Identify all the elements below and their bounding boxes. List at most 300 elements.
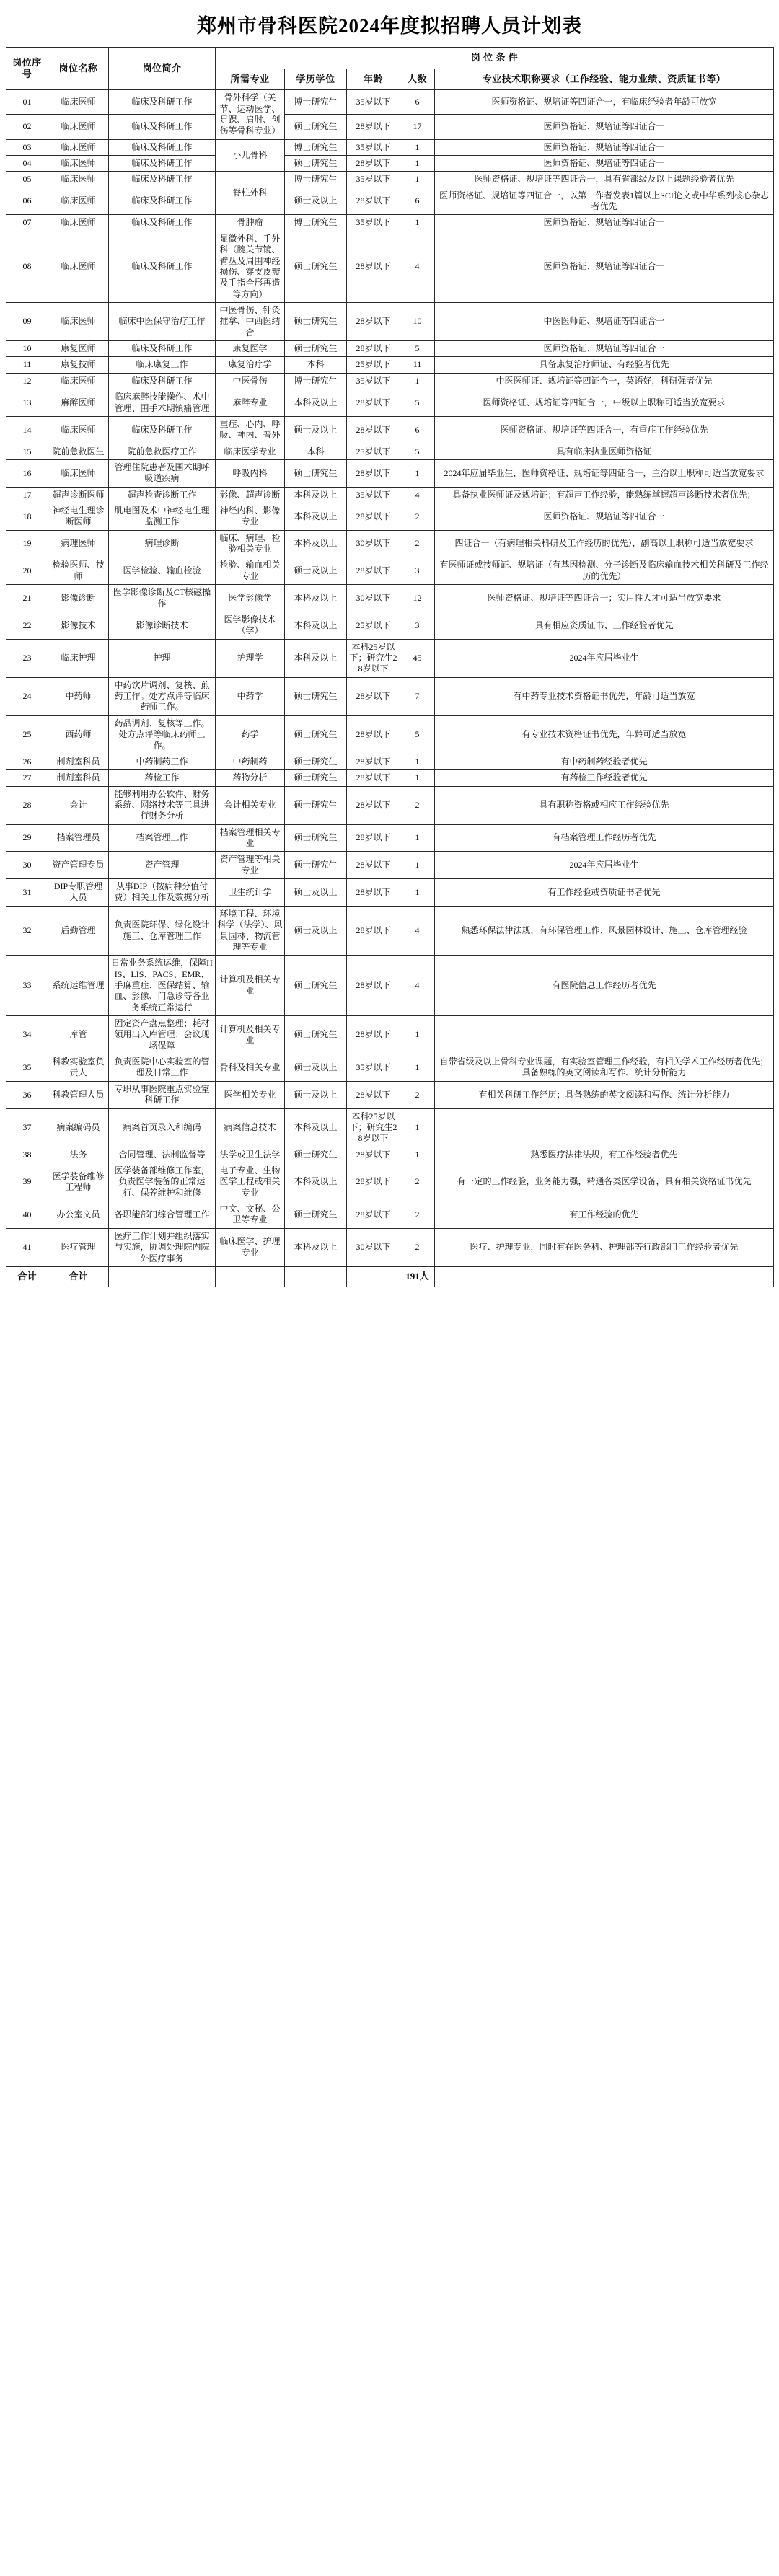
cell-degree: 硕士及以上 <box>285 416 347 444</box>
cell-seq: 41 <box>6 1228 48 1266</box>
cell-degree: 硕士研究生 <box>285 1016 347 1054</box>
cell-age: 28岁以下 <box>347 503 400 531</box>
table-row <box>6 188 774 215</box>
table-row <box>6 1163 774 1201</box>
cell-position-brief: 负责医院环保、绿化设计施工、仓库管理工作 <box>109 906 216 955</box>
cell-position-name: 中药师 <box>48 677 109 715</box>
cell-position-brief: 专职从事医院重点实验室科研工作 <box>109 1081 216 1108</box>
cell-age: 35岁以下 <box>347 1054 400 1082</box>
cell-seq: 26 <box>6 754 48 769</box>
table-header <box>6 48 774 90</box>
cell-position-brief: 医疗工作计划并组织落实与实施，协调处理院内院外医疗事务 <box>109 1228 216 1266</box>
cell-position-brief: 临床中医保守治疗工作 <box>109 303 216 341</box>
cell-seq: 11 <box>6 357 48 373</box>
cell-degree: 硕士研究生 <box>285 824 347 852</box>
cell-position-brief: 临床及科研工作 <box>109 115 216 139</box>
cell-position-brief: 超声检查诊断工作 <box>109 487 216 503</box>
cell-position-brief: 中药制药工作 <box>109 754 216 769</box>
cell-count: 1 <box>400 459 435 487</box>
column-header-brief: 岗位简介 <box>109 48 216 90</box>
cell-requirement: 具备执业医师证及规培证；有超声工作经验，能熟练掌握超声诊断技术者优先； <box>435 487 774 503</box>
cell-degree: 硕士研究生 <box>285 715 347 754</box>
cell-count: 17 <box>400 115 435 139</box>
cell-degree: 本科及以上 <box>285 639 347 677</box>
cell-count: 1 <box>400 1016 435 1054</box>
cell-position-name: 病理医师 <box>48 530 109 557</box>
cell-requirement: 医师资格证、规培证等四证合一 <box>435 231 774 302</box>
cell-degree: 本科 <box>285 357 347 373</box>
total-requirement <box>435 1266 774 1287</box>
cell-count: 10 <box>400 303 435 341</box>
cell-required-major: 电子专业、生物医学工程或相关专业 <box>216 1163 285 1201</box>
column-header-age: 年龄 <box>347 69 400 90</box>
cell-count: 5 <box>400 389 435 417</box>
cell-requirement: 有一定的工作经验，业务能力强，精通各类医学设备，具有相关资格证书优先 <box>435 1163 774 1201</box>
cell-seq: 38 <box>6 1147 48 1163</box>
table-row <box>6 90 774 115</box>
table-row <box>6 824 774 852</box>
cell-position-name: 系统运维管理 <box>48 956 109 1016</box>
cell-position-name: 资产管理专员 <box>48 852 109 879</box>
column-header-name: 岗位名称 <box>48 48 109 90</box>
cell-count: 12 <box>400 585 435 612</box>
cell-count: 2 <box>400 1228 435 1266</box>
cell-requirement: 2024年应届毕业生，医师资格证、规培证等四证合一，主治以上职称可适当放宽要求 <box>435 459 774 487</box>
cell-requirement: 有医师证或技师证、规培证（有基因检测、分子诊断及临床输血技术相关科研及工作经历的优先） <box>435 557 774 585</box>
cell-seq: 23 <box>6 639 48 677</box>
table-row <box>6 557 774 585</box>
cell-seq: 09 <box>6 303 48 341</box>
cell-seq: 08 <box>6 231 48 302</box>
cell-count: 6 <box>400 416 435 444</box>
cell-degree: 本科及以上 <box>285 1228 347 1266</box>
cell-seq: 10 <box>6 341 48 357</box>
cell-position-brief: 资产管理 <box>109 852 216 879</box>
cell-age: 28岁以下 <box>347 715 400 754</box>
cell-degree: 本科及以上 <box>285 1163 347 1201</box>
table-row <box>6 172 774 188</box>
cell-count: 3 <box>400 612 435 639</box>
cell-requirement <box>435 1108 774 1147</box>
column-header-count: 人数 <box>400 69 435 90</box>
column-header-degree: 学历学位 <box>285 69 347 90</box>
cell-degree: 硕士研究生 <box>285 459 347 487</box>
cell-seq: 40 <box>6 1201 48 1229</box>
cell-degree: 硕士及以上 <box>285 879 347 907</box>
cell-position-brief: 从事DIP（按病种分值付费）相关工作及数据分析 <box>109 879 216 907</box>
table-body <box>6 90 774 1287</box>
cell-degree: 博士研究生 <box>285 172 347 188</box>
cell-seq: 17 <box>6 487 48 503</box>
cell-required-major: 中药学 <box>216 677 285 715</box>
cell-count: 2 <box>400 1081 435 1108</box>
cell-count: 1 <box>400 215 435 231</box>
cell-seq: 27 <box>6 770 48 786</box>
cell-age: 35岁以下 <box>347 487 400 503</box>
cell-degree: 本科及以上 <box>285 530 347 557</box>
cell-degree: 硕士研究生 <box>285 770 347 786</box>
table-row <box>6 786 774 824</box>
cell-position-brief: 临床及科研工作 <box>109 172 216 188</box>
cell-required-major: 医学影像技术（学） <box>216 612 285 639</box>
cell-age: 30岁以下 <box>347 530 400 557</box>
cell-age: 28岁以下 <box>347 906 400 955</box>
table-row <box>6 459 774 487</box>
cell-position-name: 临床医师 <box>48 231 109 302</box>
cell-age: 28岁以下 <box>347 1081 400 1108</box>
cell-requirement: 医疗、护理专业，同时有在医务科、护理部等行政部门工作经验者优先 <box>435 1228 774 1266</box>
table-row <box>6 585 774 612</box>
cell-count: 1 <box>400 1147 435 1163</box>
cell-seq: 35 <box>6 1054 48 1082</box>
cell-position-name: 病案编码员 <box>48 1108 109 1147</box>
cell-required-major: 中医骨伤、针灸推拿、中西医结合 <box>216 303 285 341</box>
cell-required-major: 中文、文秘、公卫等专业 <box>216 1201 285 1229</box>
cell-count: 2 <box>400 530 435 557</box>
cell-requirement: 医师资格证、规培证等四证合一 <box>435 156 774 172</box>
cell-degree: 硕士研究生 <box>285 156 347 172</box>
table-row <box>6 1108 774 1147</box>
cell-required-major: 护理学 <box>216 639 285 677</box>
cell-requirement: 具备康复治疗师证、有经验者优先 <box>435 357 774 373</box>
cell-position-brief: 日常业务系统运维，保障HIS、LIS、PACS、EMR、手麻重症、医保结算、输血、影像、门急诊等各业务系统正常运行 <box>109 956 216 1016</box>
cell-age: 28岁以下 <box>347 1016 400 1054</box>
cell-age: 35岁以下 <box>347 215 400 231</box>
cell-required-major: 资产管理等相关专业 <box>216 852 285 879</box>
cell-position-name: 临床医师 <box>48 416 109 444</box>
cell-requirement: 医师资格证、规培证等四证合一，有重症工作经验优先 <box>435 416 774 444</box>
cell-position-name: 临床医师 <box>48 459 109 487</box>
cell-required-major: 临床、病理、检验相关专业 <box>216 530 285 557</box>
cell-position-name: 临床医师 <box>48 156 109 172</box>
table-total-row <box>6 1266 774 1287</box>
cell-degree: 硕士研究生 <box>285 303 347 341</box>
cell-seq: 13 <box>6 389 48 417</box>
cell-degree: 硕士研究生 <box>285 677 347 715</box>
cell-degree: 硕士研究生 <box>285 852 347 879</box>
cell-age: 本科25岁以下；研究生28岁以下 <box>347 639 400 677</box>
cell-age: 28岁以下 <box>347 677 400 715</box>
cell-degree: 硕士研究生 <box>285 786 347 824</box>
cell-requirement: 具有职称资格或相应工作经验优先 <box>435 786 774 824</box>
cell-position-brief: 各职能部门综合管理工作 <box>109 1201 216 1229</box>
cell-position-name: 法务 <box>48 1147 109 1163</box>
cell-count: 1 <box>400 852 435 879</box>
cell-seq: 02 <box>6 115 48 139</box>
table-row <box>6 357 774 373</box>
cell-count: 2 <box>400 503 435 531</box>
cell-position-name: 检验医师、技师 <box>48 557 109 585</box>
cell-seq: 07 <box>6 215 48 231</box>
cell-seq: 36 <box>6 1081 48 1108</box>
cell-seq: 33 <box>6 956 48 1016</box>
cell-requirement: 医师资格证、规培证等四证合一 <box>435 503 774 531</box>
cell-position-name: 后勤管理 <box>48 906 109 955</box>
cell-seq: 25 <box>6 715 48 754</box>
cell-requirement: 具有临床执业医师资格证 <box>435 444 774 459</box>
cell-degree: 硕士及以上 <box>285 1054 347 1082</box>
table-row <box>6 754 774 769</box>
column-header-seq: 岗位序号 <box>6 48 48 90</box>
cell-degree: 本科及以上 <box>285 585 347 612</box>
cell-degree: 本科及以上 <box>285 612 347 639</box>
cell-required-major: 显微外科、手外科（腕关节镜、臂丛及周围神经损伤、穿支皮瓣及手指全形再造等方向） <box>216 231 285 302</box>
cell-age: 28岁以下 <box>347 557 400 585</box>
column-header-group-conditions: 岗 位 条 件 <box>216 48 774 69</box>
cell-position-brief: 负责医院中心实验室的管理及日常工作 <box>109 1054 216 1082</box>
cell-seq: 39 <box>6 1163 48 1201</box>
cell-seq: 22 <box>6 612 48 639</box>
table-row <box>6 906 774 955</box>
cell-seq: 01 <box>6 90 48 115</box>
cell-position-brief: 临床及科研工作 <box>109 139 216 155</box>
cell-position-brief: 临床及科研工作 <box>109 188 216 215</box>
cell-position-name: 影像诊断 <box>48 585 109 612</box>
cell-count: 2 <box>400 786 435 824</box>
cell-position-brief: 病理诊断 <box>109 530 216 557</box>
table-row <box>6 1054 774 1082</box>
table-row <box>6 715 774 754</box>
cell-count: 5 <box>400 341 435 357</box>
cell-position-name: 会计 <box>48 786 109 824</box>
cell-requirement: 2024年应届毕业生 <box>435 639 774 677</box>
cell-age: 28岁以下 <box>347 1147 400 1163</box>
cell-requirement: 有医院信息工作经历者优先 <box>435 956 774 1016</box>
cell-requirement: 有中药专业技术资格证书优先，年龄可适当放宽 <box>435 677 774 715</box>
table-row <box>6 852 774 879</box>
cell-required-major: 计算机及相关专业 <box>216 1016 285 1054</box>
cell-position-brief: 药检工作 <box>109 770 216 786</box>
table-row <box>6 530 774 557</box>
cell-position-name: 临床医师 <box>48 303 109 341</box>
cell-position-name: 神经电生理诊断医师 <box>48 503 109 531</box>
cell-degree: 博士研究生 <box>285 215 347 231</box>
total-label-name: 合计 <box>48 1266 109 1287</box>
cell-age: 25岁以下 <box>347 357 400 373</box>
cell-position-name: 制剂室科员 <box>48 770 109 786</box>
cell-position-brief: 临床康复工作 <box>109 357 216 373</box>
cell-position-name: 库管 <box>48 1016 109 1054</box>
cell-seq: 06 <box>6 188 48 215</box>
cell-position-brief: 临床麻醉技能操作、术中管理、围手术期镇痛管理 <box>109 389 216 417</box>
table-row <box>6 612 774 639</box>
cell-position-name: DIP专职管理人员 <box>48 879 109 907</box>
cell-requirement: 医师资格证、规培证等四证合一，有临床经验者年龄可放宽 <box>435 90 774 115</box>
cell-required-major: 中药制药 <box>216 754 285 769</box>
cell-position-name: 临床医师 <box>48 188 109 215</box>
cell-age: 28岁以下 <box>347 852 400 879</box>
cell-requirement: 有药检工作经验者优先 <box>435 770 774 786</box>
table-row <box>6 487 774 503</box>
cell-requirement: 医师资格证、规培证等四证合一，具有省部级及以上课题经验者优先 <box>435 172 774 188</box>
cell-count: 7 <box>400 677 435 715</box>
cell-degree: 硕士及以上 <box>285 188 347 215</box>
cell-count: 4 <box>400 906 435 955</box>
cell-required-major: 检验、输血相关专业 <box>216 557 285 585</box>
cell-position-name: 院前急救医生 <box>48 444 109 459</box>
cell-position-name: 档案管理员 <box>48 824 109 852</box>
cell-required-major: 呼吸内科 <box>216 459 285 487</box>
table-row <box>6 677 774 715</box>
cell-requirement: 中医医师证、规培证等四证合一，英语好，科研强者优先 <box>435 373 774 389</box>
table-row <box>6 215 774 231</box>
cell-position-brief: 中药饮片调剂、复核、煎药工作。处方点评等临床药师工作。 <box>109 677 216 715</box>
cell-required-major: 麻醉专业 <box>216 389 285 417</box>
cell-count: 1 <box>400 879 435 907</box>
total-major <box>216 1266 285 1287</box>
cell-seq: 18 <box>6 503 48 531</box>
cell-degree: 硕士研究生 <box>285 956 347 1016</box>
cell-required-major: 病案信息技术 <box>216 1108 285 1147</box>
cell-degree: 本科及以上 <box>285 487 347 503</box>
cell-age: 35岁以下 <box>347 90 400 115</box>
cell-required-major: 环境工程、环境科学（法学）、风景园林、物流管理等专业 <box>216 906 285 955</box>
table-row <box>6 503 774 531</box>
cell-degree: 博士研究生 <box>285 139 347 155</box>
cell-age: 35岁以下 <box>347 139 400 155</box>
cell-count: 4 <box>400 231 435 302</box>
cell-seq: 31 <box>6 879 48 907</box>
cell-seq: 24 <box>6 677 48 715</box>
cell-required-major: 医学相关专业 <box>216 1081 285 1108</box>
cell-position-name: 康复医师 <box>48 341 109 357</box>
cell-required-major: 影像、超声诊断 <box>216 487 285 503</box>
table-row <box>6 231 774 302</box>
cell-age: 30岁以下 <box>347 1228 400 1266</box>
cell-age: 30岁以下 <box>347 585 400 612</box>
cell-age: 28岁以下 <box>347 786 400 824</box>
cell-required-major: 计算机及相关专业 <box>216 956 285 1016</box>
cell-requirement: 自带省级及以上骨科专业课题，有实验室管理工作经验，有相关学术工作经历者优先；具备熟练的英文阅读和写作、统计分析能力 <box>435 1054 774 1082</box>
cell-position-name: 临床护理 <box>48 639 109 677</box>
cell-requirement: 2024年应届毕业生 <box>435 852 774 879</box>
cell-required-major: 神经内科、影像专业 <box>216 503 285 531</box>
cell-degree: 硕士及以上 <box>285 557 347 585</box>
cell-requirement: 有工作经验的优先 <box>435 1201 774 1229</box>
cell-degree: 硕士研究生 <box>285 754 347 769</box>
cell-age: 28岁以下 <box>347 1201 400 1229</box>
cell-required-major: 康复医学 <box>216 341 285 357</box>
cell-degree: 硕士研究生 <box>285 115 347 139</box>
cell-position-name: 临床医师 <box>48 139 109 155</box>
cell-position-name: 麻醉医师 <box>48 389 109 417</box>
table-row <box>6 956 774 1016</box>
cell-requirement: 有档案管理工作经历者优先 <box>435 824 774 852</box>
cell-count: 1 <box>400 754 435 769</box>
cell-position-name: 制剂室科员 <box>48 754 109 769</box>
table-row <box>6 416 774 444</box>
cell-position-name: 医学装备维修工程师 <box>48 1163 109 1201</box>
cell-requirement: 有专业技术资格证书优先，年龄可适当放宽 <box>435 715 774 754</box>
cell-degree: 博士研究生 <box>285 90 347 115</box>
cell-count: 1 <box>400 373 435 389</box>
cell-seq: 34 <box>6 1016 48 1054</box>
table-row <box>6 303 774 341</box>
cell-position-brief: 药品调剂、复核等工作。处方点评等临床药师工作。 <box>109 715 216 754</box>
cell-age: 25岁以下 <box>347 444 400 459</box>
table-row <box>6 1081 774 1108</box>
cell-seq: 29 <box>6 824 48 852</box>
cell-age: 28岁以下 <box>347 416 400 444</box>
cell-position-brief: 临床及科研工作 <box>109 231 216 302</box>
cell-requirement: 具有相应资质证书、工作经验者优先 <box>435 612 774 639</box>
cell-position-brief: 护理 <box>109 639 216 677</box>
cell-position-name: 影像技术 <box>48 612 109 639</box>
cell-age: 28岁以下 <box>347 956 400 1016</box>
cell-count: 45 <box>400 639 435 677</box>
cell-position-brief: 临床及科研工作 <box>109 215 216 231</box>
cell-seq: 32 <box>6 906 48 955</box>
cell-position-brief: 影像诊断技术 <box>109 612 216 639</box>
cell-requirement: 医师资格证、规培证等四证合一，以第一作者发表1篇以上SCI论文或中华系列核心杂志者优先 <box>435 188 774 215</box>
cell-position-name: 科教管理人员 <box>48 1081 109 1108</box>
cell-position-brief: 医学装备部维修工作室，负责医学装备的正常运行、保养维护和维修 <box>109 1163 216 1201</box>
cell-position-brief: 院前急救医疗工作 <box>109 444 216 459</box>
table-row <box>6 1201 774 1229</box>
cell-position-name: 康复技师 <box>48 357 109 373</box>
cell-requirement: 医师资格证、规培证等四证合一 <box>435 139 774 155</box>
cell-requirement: 熟悉环保法律法规，有环保管理工作、风景园林设计、施工、仓库管理经验 <box>435 906 774 955</box>
cell-required-major: 脊柱外科 <box>216 172 285 215</box>
cell-count: 5 <box>400 444 435 459</box>
cell-requirement: 有相关科研工作经历；具备熟练的英文阅读和写作、统计分析能力 <box>435 1081 774 1108</box>
cell-required-major: 骨科及相关专业 <box>216 1054 285 1082</box>
cell-seq: 28 <box>6 786 48 824</box>
table-row <box>6 115 774 139</box>
table-row <box>6 444 774 459</box>
cell-required-major: 卫生统计学 <box>216 879 285 907</box>
cell-age: 28岁以下 <box>347 459 400 487</box>
table-row <box>6 139 774 155</box>
cell-required-major: 法学或卫生法学 <box>216 1147 285 1163</box>
cell-position-name: 临床医师 <box>48 90 109 115</box>
cell-count: 4 <box>400 956 435 1016</box>
cell-count: 4 <box>400 487 435 503</box>
cell-seq: 12 <box>6 373 48 389</box>
cell-position-brief: 管理住院患者及围术期呼吸道疾病 <box>109 459 216 487</box>
cell-seq: 14 <box>6 416 48 444</box>
cell-count: 1 <box>400 172 435 188</box>
cell-requirement: 有工作经验或资质证书者优先 <box>435 879 774 907</box>
cell-required-major: 医学影像学 <box>216 585 285 612</box>
cell-seq: 20 <box>6 557 48 585</box>
cell-seq: 19 <box>6 530 48 557</box>
cell-position-name: 办公室文员 <box>48 1201 109 1229</box>
cell-position-brief: 病案首页录入和编码 <box>109 1108 216 1147</box>
cell-position-name: 临床医师 <box>48 172 109 188</box>
cell-degree: 硕士及以上 <box>285 1081 347 1108</box>
total-label-seq: 合计 <box>6 1266 48 1287</box>
cell-position-name: 超声诊断医师 <box>48 487 109 503</box>
cell-position-name: 临床医师 <box>48 215 109 231</box>
cell-required-major: 骨肿瘤 <box>216 215 285 231</box>
cell-age: 35岁以下 <box>347 172 400 188</box>
cell-requirement: 中医医师证、规培证等四证合一 <box>435 303 774 341</box>
cell-degree: 本科及以上 <box>285 503 347 531</box>
cell-position-brief: 临床及科研工作 <box>109 373 216 389</box>
total-count: 191人 <box>400 1266 435 1287</box>
cell-required-major: 档案管理相关专业 <box>216 824 285 852</box>
table-row <box>6 341 774 357</box>
cell-requirement: 四证合一（有病理相关科研及工作经历的优先），副高以上职称可适当放宽要求 <box>435 530 774 557</box>
cell-degree: 本科及以上 <box>285 389 347 417</box>
cell-position-name: 临床医师 <box>48 115 109 139</box>
column-header-major: 所需专业 <box>216 69 285 90</box>
cell-required-major: 骨外科学（关节、运动医学、足踝、肩肘、创伤等骨科专业） <box>216 90 285 139</box>
cell-position-brief: 临床及科研工作 <box>109 341 216 357</box>
cell-age: 28岁以下 <box>347 115 400 139</box>
cell-degree: 硕士研究生 <box>285 341 347 357</box>
